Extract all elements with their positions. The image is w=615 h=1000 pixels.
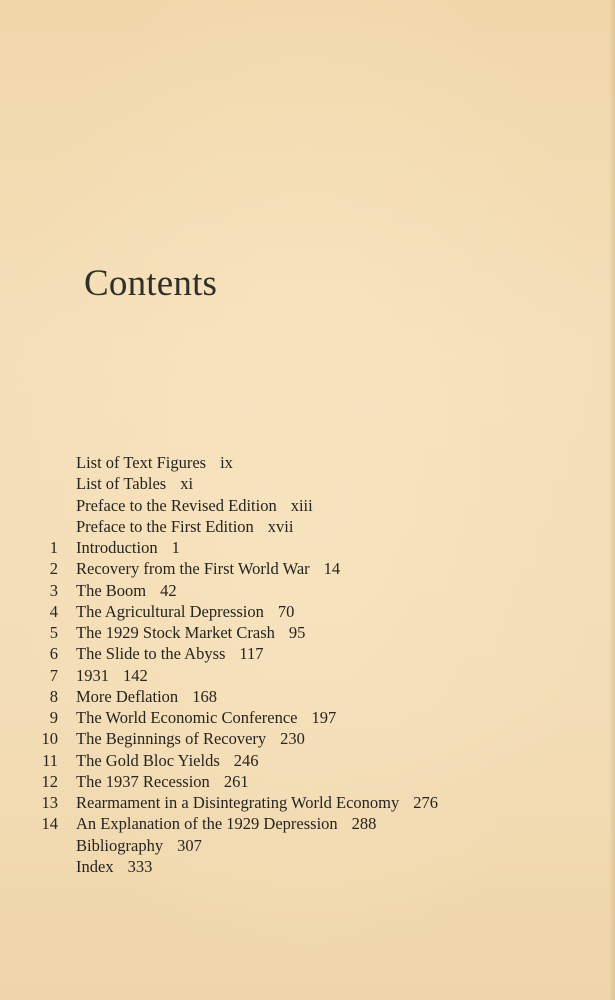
entry-title-line xyxy=(76,643,264,664)
toc-entry xyxy=(0,835,615,856)
toc-entry xyxy=(0,601,615,622)
chapter-number: 12 xyxy=(41,771,58,791)
toc-entry xyxy=(0,771,615,792)
chapter-number: 6 xyxy=(49,644,58,664)
entry-page-number: 261 xyxy=(223,771,249,791)
entry-title-line xyxy=(76,558,340,579)
entry-page-number: 142 xyxy=(123,665,148,685)
contents-list xyxy=(0,452,615,877)
entry-title: 1931 xyxy=(76,665,109,685)
entry-page-number: 70 xyxy=(277,601,295,621)
toc-entry xyxy=(0,665,615,686)
entry-title-line xyxy=(76,495,313,516)
entry-page-number: 276 xyxy=(413,793,438,812)
entry-page-number: 168 xyxy=(192,686,217,706)
entry-title: More Deflation xyxy=(76,686,179,706)
entry-title: Preface to the First Edition xyxy=(76,516,254,536)
entry-title-line xyxy=(76,686,217,707)
entry-title-line xyxy=(76,707,336,728)
entry-page-number: xvii xyxy=(267,516,294,536)
chapter-number: 8 xyxy=(49,686,58,706)
entry-title: List of Text Figures xyxy=(76,453,207,472)
chapter-number: 7 xyxy=(49,665,58,685)
chapter-number: 4 xyxy=(49,601,58,621)
entry-title-line xyxy=(76,792,438,813)
entry-title: The Slide to the Abyss xyxy=(76,644,226,664)
entry-page-number: 246 xyxy=(233,750,259,770)
chapter-number: 13 xyxy=(41,793,58,812)
chapter-number: 9 xyxy=(49,708,58,727)
entry-title-line xyxy=(76,856,152,877)
entry-title: Index xyxy=(76,856,114,876)
toc-entry xyxy=(0,622,615,643)
entry-title-line xyxy=(76,665,148,686)
entry-title: The 1929 Stock Market Crash xyxy=(76,623,275,642)
entry-title: An Explanation of the 1929 Depression xyxy=(76,814,338,834)
chapter-number: 3 xyxy=(49,580,58,600)
entry-title: Recovery from the First World War xyxy=(76,559,310,579)
chapter-number: 14 xyxy=(41,814,58,834)
entry-page-number: 333 xyxy=(127,856,153,876)
entry-title: The Gold Bloc Yields xyxy=(76,750,220,770)
entry-page-number: 42 xyxy=(160,580,177,600)
entry-title-line xyxy=(76,622,305,643)
entry-title: Rearmament in a Disintegrating World Economy xyxy=(76,793,400,812)
toc-entry xyxy=(0,495,615,516)
entry-page-number: 117 xyxy=(239,644,264,664)
toc-entry xyxy=(0,728,615,749)
page-title: Contents xyxy=(84,263,218,304)
chapter-number: 11 xyxy=(42,750,58,770)
toc-entry xyxy=(0,686,615,707)
entry-page-number: 307 xyxy=(177,835,202,855)
toc-entry xyxy=(0,813,615,834)
toc-entry xyxy=(0,580,615,601)
entry-title-line xyxy=(76,835,202,856)
entry-title: Introduction xyxy=(76,538,158,557)
entry-page-number: 1 xyxy=(171,538,180,557)
entry-title-line xyxy=(76,601,294,622)
entry-title: The 1937 Recession xyxy=(76,771,210,791)
toc-entry xyxy=(0,473,615,494)
chapter-number: 1 xyxy=(49,538,58,557)
entry-title: List of Tables xyxy=(76,474,167,494)
entry-page-number: 288 xyxy=(351,814,377,834)
entry-page-number: 14 xyxy=(323,559,341,579)
entry-title: The World Economic Conference xyxy=(76,708,298,727)
entry-title: The Boom xyxy=(76,580,147,600)
toc-entry xyxy=(0,558,615,579)
entry-title-line xyxy=(76,813,376,834)
entry-title: The Beginnings of Recovery xyxy=(76,729,267,749)
entry-page-number: 230 xyxy=(280,729,305,749)
entry-page-number: xiii xyxy=(290,495,313,515)
entry-title-line xyxy=(76,728,305,749)
entry-title-line xyxy=(76,750,259,771)
toc-entry xyxy=(0,516,615,537)
entry-page-number: 197 xyxy=(311,708,337,727)
entry-title-line xyxy=(76,771,249,792)
toc-entry xyxy=(0,537,615,558)
entry-title-line xyxy=(76,580,177,601)
entry-title: The Agricultural Depression xyxy=(76,601,264,621)
chapter-number: 10 xyxy=(41,729,58,749)
toc-entry xyxy=(0,452,615,473)
chapter-number: 2 xyxy=(49,559,58,579)
toc-entry xyxy=(0,856,615,877)
toc-entry xyxy=(0,750,615,771)
entry-title-line xyxy=(76,452,233,473)
entry-title-line xyxy=(76,537,180,558)
entry-title: Preface to the Revised Edition xyxy=(76,495,277,515)
toc-entry xyxy=(0,707,615,728)
toc-entry xyxy=(0,643,615,664)
chapter-number: 5 xyxy=(49,623,58,642)
entry-title-line xyxy=(76,473,193,494)
entry-page-number: ix xyxy=(220,453,233,472)
entry-title-line xyxy=(76,516,293,537)
entry-page-number: xi xyxy=(180,474,194,494)
entry-page-number: 95 xyxy=(288,623,306,642)
entry-title: Bibliography xyxy=(76,835,164,855)
toc-entry xyxy=(0,792,615,813)
